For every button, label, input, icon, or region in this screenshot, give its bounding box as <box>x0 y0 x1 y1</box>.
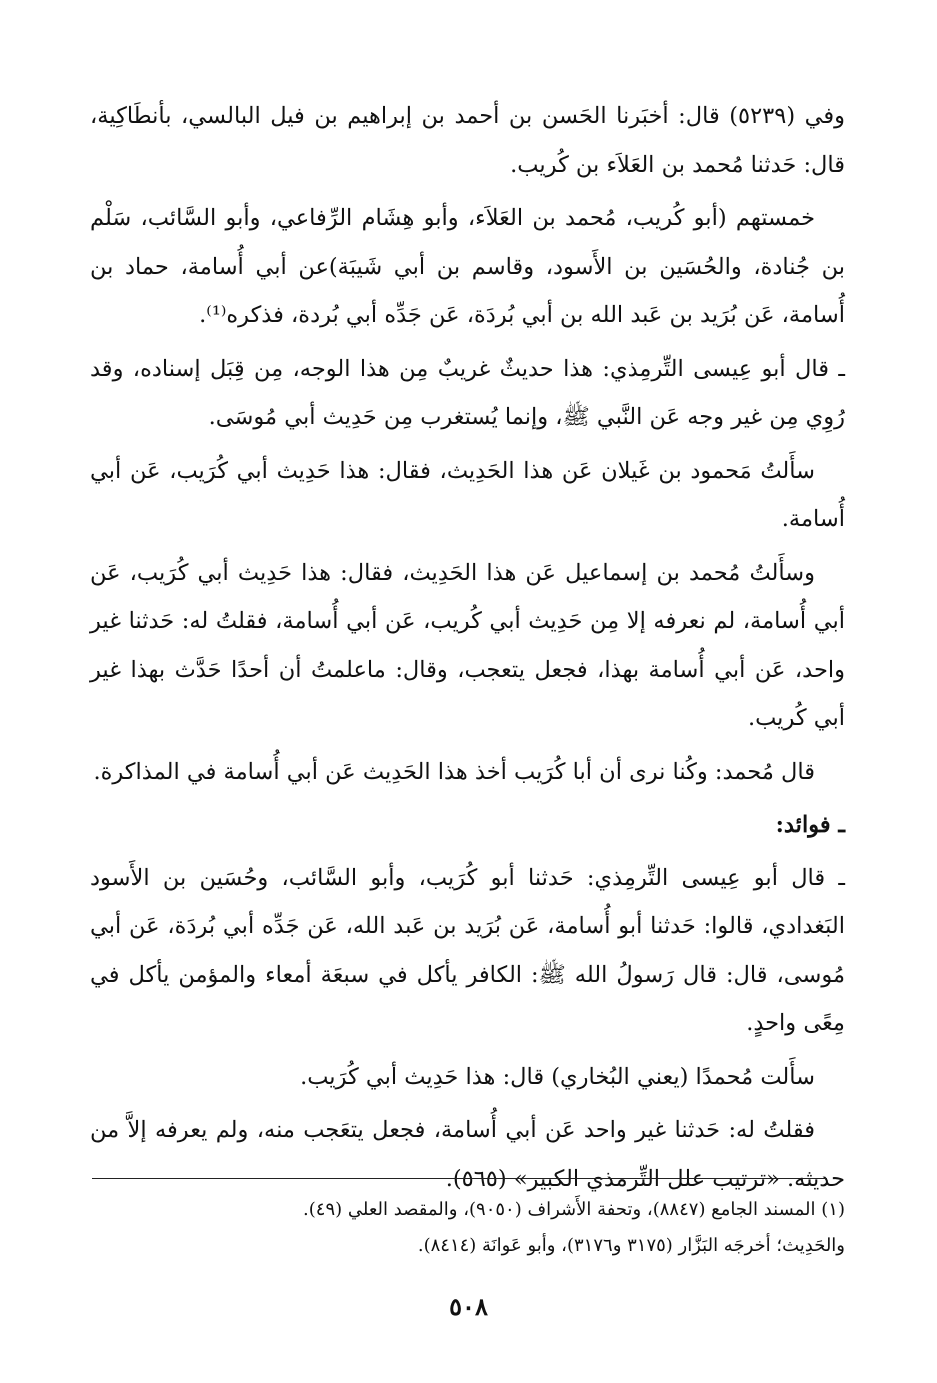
benefits-heading: ـ فوائد: <box>775 812 845 838</box>
footnote-1: (١) المسند الجامع (٨٨٤٧)، وتحفة الأَشراف (٩٠٥٠)، والمقصد العلي (٤٩). <box>303 1199 845 1220</box>
paragraph-question-mahmud: سأَلتُ مَحمود بن غَيلان عَن هذا الحَدِيث، فقال: هذا حَدِيث أبي كُرَيب، عَن أبي أُسامة. <box>90 457 845 532</box>
paragraph-asked-muhammad: سأَلت مُحمدًا (يعني البُخاري) قال: هذا حَدِيث أبي كُرَيب. <box>300 1063 815 1090</box>
footnote-divider <box>92 1178 827 1179</box>
paragraph-narrators: خمستهم (أبو كُريب، مُحمد بن العَلاَء، وأبو هِشَام الرِّفاعي، وأبو السَّائب، سَلْم بن جُنادة، والحُسَين بن الأَسود، وقاسم بن أبي شَيبَة)عن أبي أُسامة، حماد بن أُسامة، عَن بُرَيد بن عَبد الله بن أبي بُردَة، عَن جَدِّه أبي بُردة، فذكره⁽¹⁾. <box>90 205 845 328</box>
footnote-2: والحَدِيث؛ أخرجَه البَزَّار (٣١٧٥ و٣١٧٦)، وأبو عَوانَة (٨٤١٤). <box>417 1235 845 1256</box>
main-text <box>90 92 845 1208</box>
paragraph-isnad: وفي (٥٢٣٩) قال: أخبَرنا الحَسن بن أحمد بن إبراهيم بن فيل البالسي، بأنطَاكِية، قال: حَدثنا مُحمد بن العَلاَء بن كُريب. <box>90 103 845 178</box>
page-number: ٥٠٨ <box>449 1292 488 1321</box>
paragraph-question-bukhari: وسأَلتُ مُحمد بن إسماعيل عَن هذا الحَدِيث، فقال: هذا حَدِيث أبي كُرَيب، عَن أبي أُسامة، لم نعرفه إلا مِن حَدِيث أبي كُريب، عَن أبي أُسامة، فقلتُ له: حَدثنا غير واحد، عَن أبي أُسامة بهذا، فجعل يتعجب، وقال: ماعلمتُ أن أحدًا حَدَّث بهذا غير أبي كُريب. <box>90 559 845 731</box>
paragraph-closing: فقلتُ له: حَدثنا غير واحد عَن أبي أُسامة، فجعل يتعَجب منه، ولم يعرفه إلاَّ من حديثه. «ترتيب علل التِّرمذي الكبير» (٥٦٥). <box>90 1117 845 1192</box>
paragraph-tirmidhi-comment: ـ قال أبو عِيسى التِّرمِذي: هذا حديثٌ غريبٌ مِن هذا الوجه، مِن قِبَل إسناده، وقد رُوِي مِن غير وجه عَن النَّبي ﷺ، وإنما يُستغرب مِن حَدِيث أبي مُوسَى. <box>90 355 845 430</box>
paragraph-hadith-text: ـ قال أبو عِيسى التِّرمِذي: حَدثنا أبو كُرَيب، وأبو السَّائب، وحُسَين بن الأَسود البَغدادي، قالوا: حَدثنا أبو أُسامة، عَن بُرَيد بن عَبد الله، عَن جَدِّه أبي بُردَة، عَن أبي مُوسى، قال: قال رَسولُ الله ﷺ: الكافر يأكل في سبعَة أمعاء والمؤمن يأكل في مِعًى واحدٍ. <box>90 864 845 1036</box>
paragraph-muhammad-said: قال مُحمد: وكُنا نرى أن أبا كُرَيب أخذ هذا الحَدِيث عَن أبي أُسامة في المذاكرة. <box>93 758 815 785</box>
footnotes <box>90 1192 845 1264</box>
